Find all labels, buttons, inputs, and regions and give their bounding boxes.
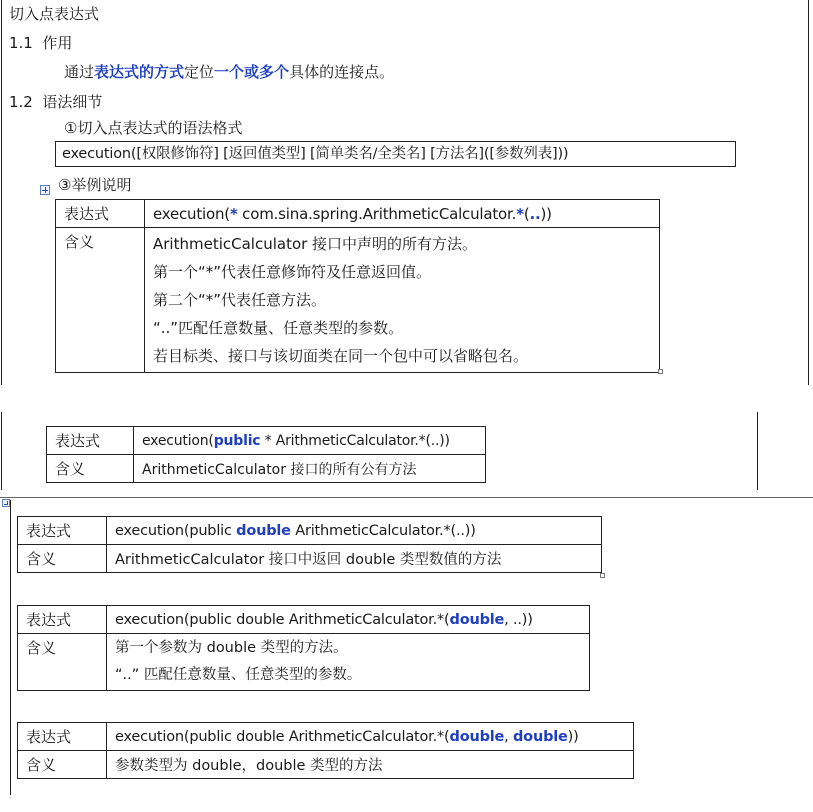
expr-text: execution( — [142, 432, 214, 449]
desc-text: 通过 — [64, 63, 95, 81]
meaning-value-cell: 参数类型为 double，double 类型的方法 — [107, 751, 634, 779]
expr-text: )) — [567, 728, 579, 745]
section-title: 作用 — [42, 34, 73, 52]
expr-text: ArithmeticCalculator.*(..)) — [290, 522, 476, 539]
expr-text: , ..)) — [504, 611, 533, 628]
heading: 切入点表达式 — [9, 5, 100, 23]
table-row — [18, 634, 590, 691]
section-1-1-title — [9, 33, 72, 53]
section-1-1-description — [64, 62, 394, 82]
expr-value-cell — [107, 517, 602, 545]
section-number: 1.2 — [9, 93, 33, 111]
expr-emphasis: double — [513, 728, 568, 745]
meaning-label-cell: 含义 — [56, 228, 145, 373]
expr-value-cell — [107, 606, 590, 634]
expr-emphasis: public — [213, 432, 261, 449]
example-2-table — [46, 426, 486, 483]
page-right-border — [757, 412, 758, 490]
syntax-text: execution([权限修饰符] [返回值类型] [简单类名/全类名] [方法名]([参数列表])) — [62, 146, 569, 162]
table-row — [18, 545, 602, 573]
step-1-label: ①切入点表达式的语法格式 — [64, 119, 243, 137]
meaning-line: 第一个“*”代表任意修饰符及任意返回值。 — [153, 263, 432, 281]
expr-label-cell: 表达式 — [18, 606, 107, 634]
expr-text: ( — [523, 204, 530, 223]
expr-label-cell: 表达式 — [56, 200, 145, 228]
expr-emphasis: .. — [529, 204, 541, 223]
expr-text: execution(public — [115, 522, 237, 539]
expr-text: execution(public double ArithmeticCalculator.*( — [115, 611, 450, 628]
meaning-line: 第一个参数为 double 类型的方法。 — [115, 640, 348, 656]
meaning-value-cell — [107, 634, 590, 691]
page-left-border — [10, 500, 11, 795]
table-row — [56, 200, 660, 228]
expr-text: , — [504, 728, 513, 745]
section-1-2-title — [9, 92, 102, 112]
example-4-table — [17, 605, 590, 691]
meaning-label-cell: 含义 — [47, 455, 134, 483]
meaning-line: “..” 匹配任意数量、任意类型的参数。 — [115, 667, 362, 683]
desc-text: 具体的连接点。 — [289, 63, 395, 81]
table-row — [47, 427, 486, 455]
meaning-label-cell: 含义 — [18, 634, 107, 691]
expr-value-cell — [107, 723, 634, 751]
step-3-label: ③举例说明 — [58, 176, 132, 194]
syntax-box — [55, 141, 736, 167]
page-right-border — [808, 0, 809, 385]
meaning-line: 若目标类、接口与该切面类在同一个包中可以省略包名。 — [153, 347, 529, 365]
expr-text: execution(public double ArithmeticCalculator.*( — [115, 728, 450, 745]
meaning-line: “..”匹配任意数量、任意类型的参数。 — [153, 319, 404, 337]
expr-value-cell — [145, 200, 660, 228]
expr-text: com.sina.spring.ArithmeticCalculator. — [237, 204, 517, 223]
meaning-label-cell: 含义 — [18, 751, 107, 779]
example-3-table — [17, 516, 602, 573]
expr-emphasis: * — [229, 204, 238, 223]
table-row — [18, 751, 634, 779]
page-left-border — [1, 412, 2, 490]
table-move-handle-icon[interactable] — [2, 499, 10, 507]
table-resize-handle-icon[interactable] — [600, 573, 605, 578]
section-title: 语法细节 — [42, 93, 103, 111]
meaning-label-cell: 含义 — [18, 545, 107, 573]
expr-text: * ArithmeticCalculator.*(..)) — [260, 432, 450, 449]
meaning-line: ArithmeticCalculator 接口中声明的所有方法。 — [153, 235, 478, 253]
desc-emphasis: 表达式的方式 — [94, 63, 185, 81]
example-1-table — [55, 199, 660, 373]
meaning-value-cell — [145, 228, 660, 373]
expr-text: )) — [540, 204, 552, 223]
table-row — [18, 606, 590, 634]
page-left-border — [1, 0, 2, 385]
expr-emphasis: double — [236, 522, 291, 539]
desc-text: 定位 — [184, 63, 215, 81]
meaning-value-cell: ArithmeticCalculator 接口的所有公有方法 — [134, 455, 486, 483]
expr-value-cell — [134, 427, 486, 455]
table-move-handle-icon[interactable] — [40, 185, 50, 195]
meaning-line: 第二个“*”代表任意方法。 — [153, 291, 327, 309]
expr-emphasis: double — [449, 728, 505, 745]
table-row — [56, 228, 660, 373]
table-resize-handle-icon[interactable] — [658, 369, 663, 374]
page-divider — [0, 497, 813, 498]
example-5-table — [17, 722, 634, 779]
table-row — [18, 723, 634, 751]
meaning-value-cell: ArithmeticCalculator 接口中返回 double 类型数值的方法 — [107, 545, 602, 573]
expr-emphasis: * — [516, 204, 524, 223]
expr-label-cell: 表达式 — [47, 427, 134, 455]
desc-emphasis: 一个或多个 — [214, 63, 290, 81]
expr-label-cell: 表达式 — [18, 517, 107, 545]
table-row — [18, 517, 602, 545]
section-number: 1.1 — [9, 34, 33, 52]
expr-emphasis: double — [449, 611, 505, 628]
expr-label-cell: 表达式 — [18, 723, 107, 751]
expr-text: execution( — [153, 204, 230, 223]
table-row — [47, 455, 486, 483]
